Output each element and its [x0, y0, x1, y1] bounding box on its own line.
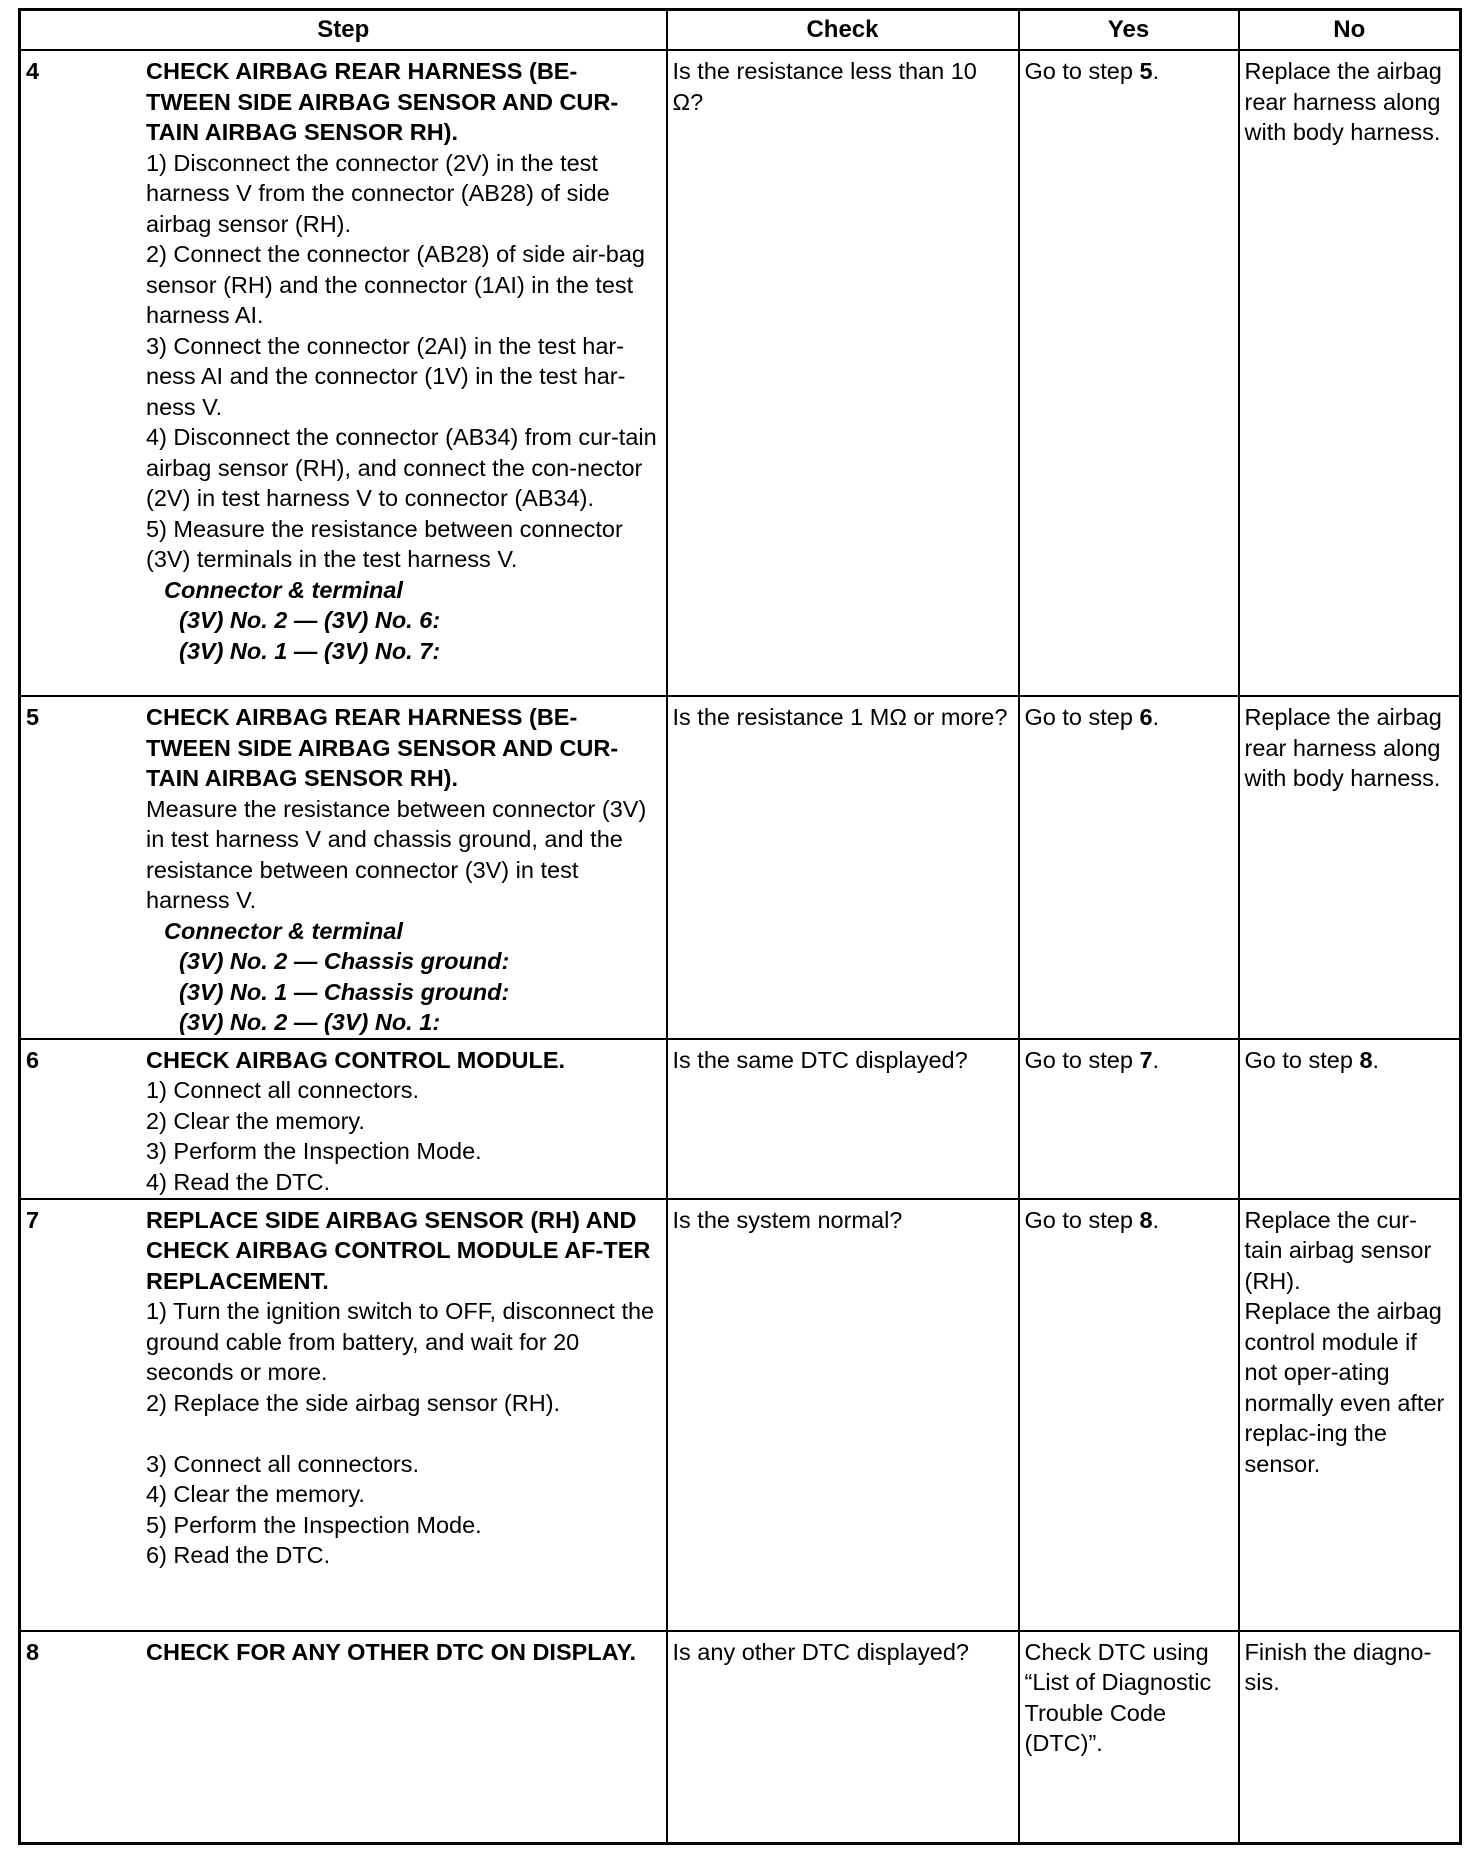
header-no: No	[1239, 10, 1461, 51]
connector-heading: Connector & terminal	[164, 917, 403, 944]
step-item: 3) Connect the connector (2AI) in the test har-ness AI and the connector (1V) in the test har-ness V.	[146, 332, 626, 420]
table-row	[20, 1631, 1461, 1844]
step-item: 6) Read the DTC.	[146, 1542, 331, 1568]
step-item: 1) Connect all connectors.	[146, 1077, 420, 1103]
step-title: CHECK AIRBAG REAR HARNESS (BE-TWEEN SIDE AIRBAG SENSOR AND CUR-TAIN AIRBAG SENSOR RH).	[146, 58, 619, 145]
step-number: 6	[26, 1046, 40, 1073]
check-cell: Is the resistance less than 10 Ω?	[667, 50, 1019, 696]
step-item: 2) Connect the connector (AB28) of side air-bag sensor (RH) and the connector (1AI) in the test harness AI.	[146, 241, 645, 328]
yes-step-number: 5	[1139, 58, 1153, 84]
yes-cell: Check DTC using “List of Diagnostic Trouble Code (DTC)”.	[1019, 1631, 1239, 1844]
step-title: CHECK AIRBAG CONTROL MODULE.	[146, 1046, 566, 1073]
connector-terminal: (3V) No. 1 — (3V) No. 7:	[179, 637, 441, 664]
header-step: Step	[20, 10, 667, 51]
step-item: 4) Read the DTC.	[146, 1168, 331, 1195]
table-row	[20, 1039, 1461, 1199]
yes-step-number: 7	[1139, 1046, 1153, 1073]
step-item: 3) Connect all connectors.	[146, 1450, 420, 1477]
yes-suffix: .	[1152, 704, 1160, 730]
step-number: 7	[26, 1206, 40, 1233]
no-cell: Replace the airbag rear harness along with body harness.	[1239, 50, 1461, 696]
no-step-number: 8	[1359, 1046, 1373, 1073]
step-text: Measure the resistance between connector (3V) in test harness V and chassis ground, and the resistance between connector (3V) in test harness V.	[146, 795, 647, 913]
check-cell: Is the system normal?	[667, 1199, 1019, 1631]
yes-cell	[1019, 50, 1239, 696]
yes-suffix: .	[1152, 58, 1160, 84]
step-title: REPLACE SIDE AIRBAG SENSOR (RH) AND CHECK AIRBAG CONTROL MODULE AF-TER REPLACEMENT.	[146, 1206, 651, 1294]
step-cell	[20, 1199, 667, 1631]
diagnostic-table	[18, 8, 1462, 1845]
yes-cell	[1019, 1039, 1239, 1199]
step-item: 4) Disconnect the connector (AB34) from cur-tain airbag sensor (RH), and connect the con-nector (2V) in test harness V to connector (AB34).	[146, 424, 657, 511]
table-row	[20, 696, 1461, 1039]
step-item: 1) Turn the ignition switch to OFF, disconnect the ground cable from battery, and wait for 20 seconds or more.	[146, 1298, 655, 1385]
no-suffix: .	[1372, 1046, 1380, 1073]
yes-suffix: .	[1152, 1046, 1160, 1073]
connector-terminal: (3V) No. 2 — (3V) No. 1:	[179, 1009, 441, 1035]
check-cell: Is any other DTC displayed?	[667, 1631, 1019, 1844]
step-item: 5) Perform the Inspection Mode.	[146, 1511, 482, 1538]
header-yes: Yes	[1019, 10, 1239, 51]
header-check: Check	[667, 10, 1019, 51]
connector-terminal: (3V) No. 2 — (3V) No. 6:	[179, 607, 441, 633]
yes-cell	[1019, 1199, 1239, 1631]
step-item: 4) Clear the memory.	[146, 1481, 365, 1507]
no-cell: Finish the diagno-sis.	[1239, 1631, 1461, 1844]
yes-step-number: 6	[1139, 704, 1153, 730]
yes-prefix: Go to step	[1024, 1206, 1140, 1233]
no-cell: Replace the airbag rear harness along with body harness.	[1239, 696, 1461, 1039]
step-cell	[20, 1631, 667, 1844]
no-line: Replace the cur-tain airbag sensor (RH).	[1244, 1206, 1432, 1294]
yes-suffix: .	[1152, 1206, 1160, 1233]
step-cell	[20, 696, 667, 1039]
yes-cell	[1019, 696, 1239, 1039]
no-line: Replace the airbag control module if not oper-ating normally even after replac-ing the sensor.	[1244, 1298, 1445, 1477]
no-prefix: Go to step	[1244, 1046, 1360, 1073]
check-cell: Is the same DTC displayed?	[667, 1039, 1019, 1199]
step-number: 5	[26, 704, 40, 730]
step-number: 8	[26, 1638, 40, 1665]
connector-heading: Connector & terminal	[164, 576, 403, 603]
step-item: 1) Disconnect the connector (2V) in the test harness V from the connector (AB28) of side airbag sensor (RH).	[146, 149, 610, 237]
step-item: 5) Measure the resistance between connector (3V) terminals in the test harness V.	[146, 515, 623, 572]
yes-prefix: Go to step	[1024, 704, 1140, 730]
yes-prefix: Go to step	[1024, 58, 1140, 84]
no-cell	[1239, 1199, 1461, 1631]
step-cell	[20, 1039, 667, 1199]
no-cell	[1239, 1039, 1461, 1199]
step-item: 2) Replace the side airbag sensor (RH).	[146, 1389, 561, 1416]
step-title: CHECK FOR ANY OTHER DTC ON DISPLAY.	[146, 1638, 637, 1665]
step-title: CHECK AIRBAG REAR HARNESS (BE-TWEEN SIDE AIRBAG SENSOR AND CUR-TAIN AIRBAG SENSOR RH).	[146, 704, 619, 791]
table-header-row	[20, 10, 1461, 51]
step-item: 2) Clear the memory.	[146, 1107, 365, 1134]
step-item: 3) Perform the Inspection Mode.	[146, 1138, 482, 1164]
step-cell	[20, 50, 667, 696]
connector-terminal: (3V) No. 2 — Chassis ground:	[179, 948, 510, 974]
table-row	[20, 1199, 1461, 1631]
connector-terminal: (3V) No. 1 — Chassis ground:	[179, 978, 510, 1005]
check-cell: Is the resistance 1 MΩ or more?	[667, 696, 1019, 1039]
yes-step-number: 8	[1139, 1206, 1153, 1233]
step-number: 4	[26, 58, 40, 84]
table-row	[20, 50, 1461, 696]
yes-prefix: Go to step	[1024, 1046, 1140, 1073]
